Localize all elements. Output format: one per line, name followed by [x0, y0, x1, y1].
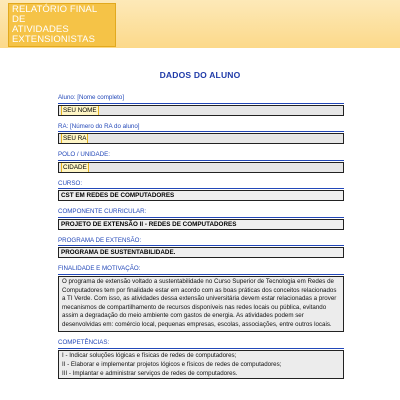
field-componente [58, 208, 344, 230]
ra-input[interactable] [58, 133, 344, 144]
field-aluno [58, 94, 344, 116]
competencias-textarea[interactable] [58, 350, 344, 380]
componente-input[interactable]: PROJETO DE EXTENSÃO II - REDES DE COMPUTADORES [58, 219, 344, 230]
list-item: III - Implantar e administrar serviços de redes de computadores. [62, 369, 238, 377]
report-title-line-3: EXTENSIONISTAS [12, 34, 96, 45]
field-label: FINALIDADE E MOTIVAÇÃO: [58, 265, 344, 275]
field-label: Aluno: [Nome completo] [58, 94, 344, 104]
aluno-input[interactable] [58, 105, 344, 116]
field-ra [58, 123, 344, 145]
section-title: DADOS DO ALUNO [159, 70, 241, 80]
field-curso [58, 180, 344, 202]
programa-input[interactable]: PROGRAMA DE SUSTENTABILIDADE. [58, 247, 344, 258]
field-programa [58, 237, 344, 259]
field-label: RA: [Número do RA do aluno] [58, 123, 344, 133]
report-title-line-2: ATIVIDADES [12, 24, 69, 35]
list-item: I - Indicar soluções lógicas e físicas de redes de computadores; [62, 351, 237, 359]
report-title [8, 3, 116, 47]
list-item: II - Elaborar e implementar projetos lógicos e físicos de redes de computadores; [62, 360, 282, 368]
field-value: SEU NOME [63, 106, 97, 114]
field-value: SEU RA [63, 135, 87, 142]
field-finalidade [58, 265, 344, 332]
polo-input[interactable] [58, 162, 344, 173]
student-data-form [58, 94, 344, 386]
finalidade-textarea[interactable]: O programa de extensão voltado a sustentabilidade no Curso Superior de Tecnologia em Redes de Computadores tem por finalidade estar em acordo com as boas práticas dos conceitos relacionados a TI Verde. Com isso, as atividades dessa extensão universitária devem estar relacionadas a prover mecanismos de compartilhamento de recursos disponíveis nas redes locais ou pública, evitando assim a degradação do meio ambiente com gastos de energia. As atividades podem ser desenvolvidas em: comércio local, pequenas empresas, escolas, associações, entre outros locais. [58, 276, 344, 333]
report-title-line-1: RELATÓRIO FINAL DE [12, 4, 97, 25]
curso-input[interactable]: CST EM REDES DE COMPUTADORES [58, 190, 344, 201]
field-label: PROGRAMA DE EXTENSÃO: [58, 237, 344, 247]
field-label: COMPONENTE CURRICULAR: [58, 208, 344, 218]
field-polo [58, 151, 344, 173]
field-value: CIDADE [63, 163, 87, 171]
field-competencias [58, 339, 344, 379]
header-banner [0, 0, 400, 48]
field-label: POLO / UNIDADE: [58, 151, 344, 161]
field-label: CURSO: [58, 180, 344, 190]
field-label: COMPETÊNCIAS: [58, 339, 344, 349]
